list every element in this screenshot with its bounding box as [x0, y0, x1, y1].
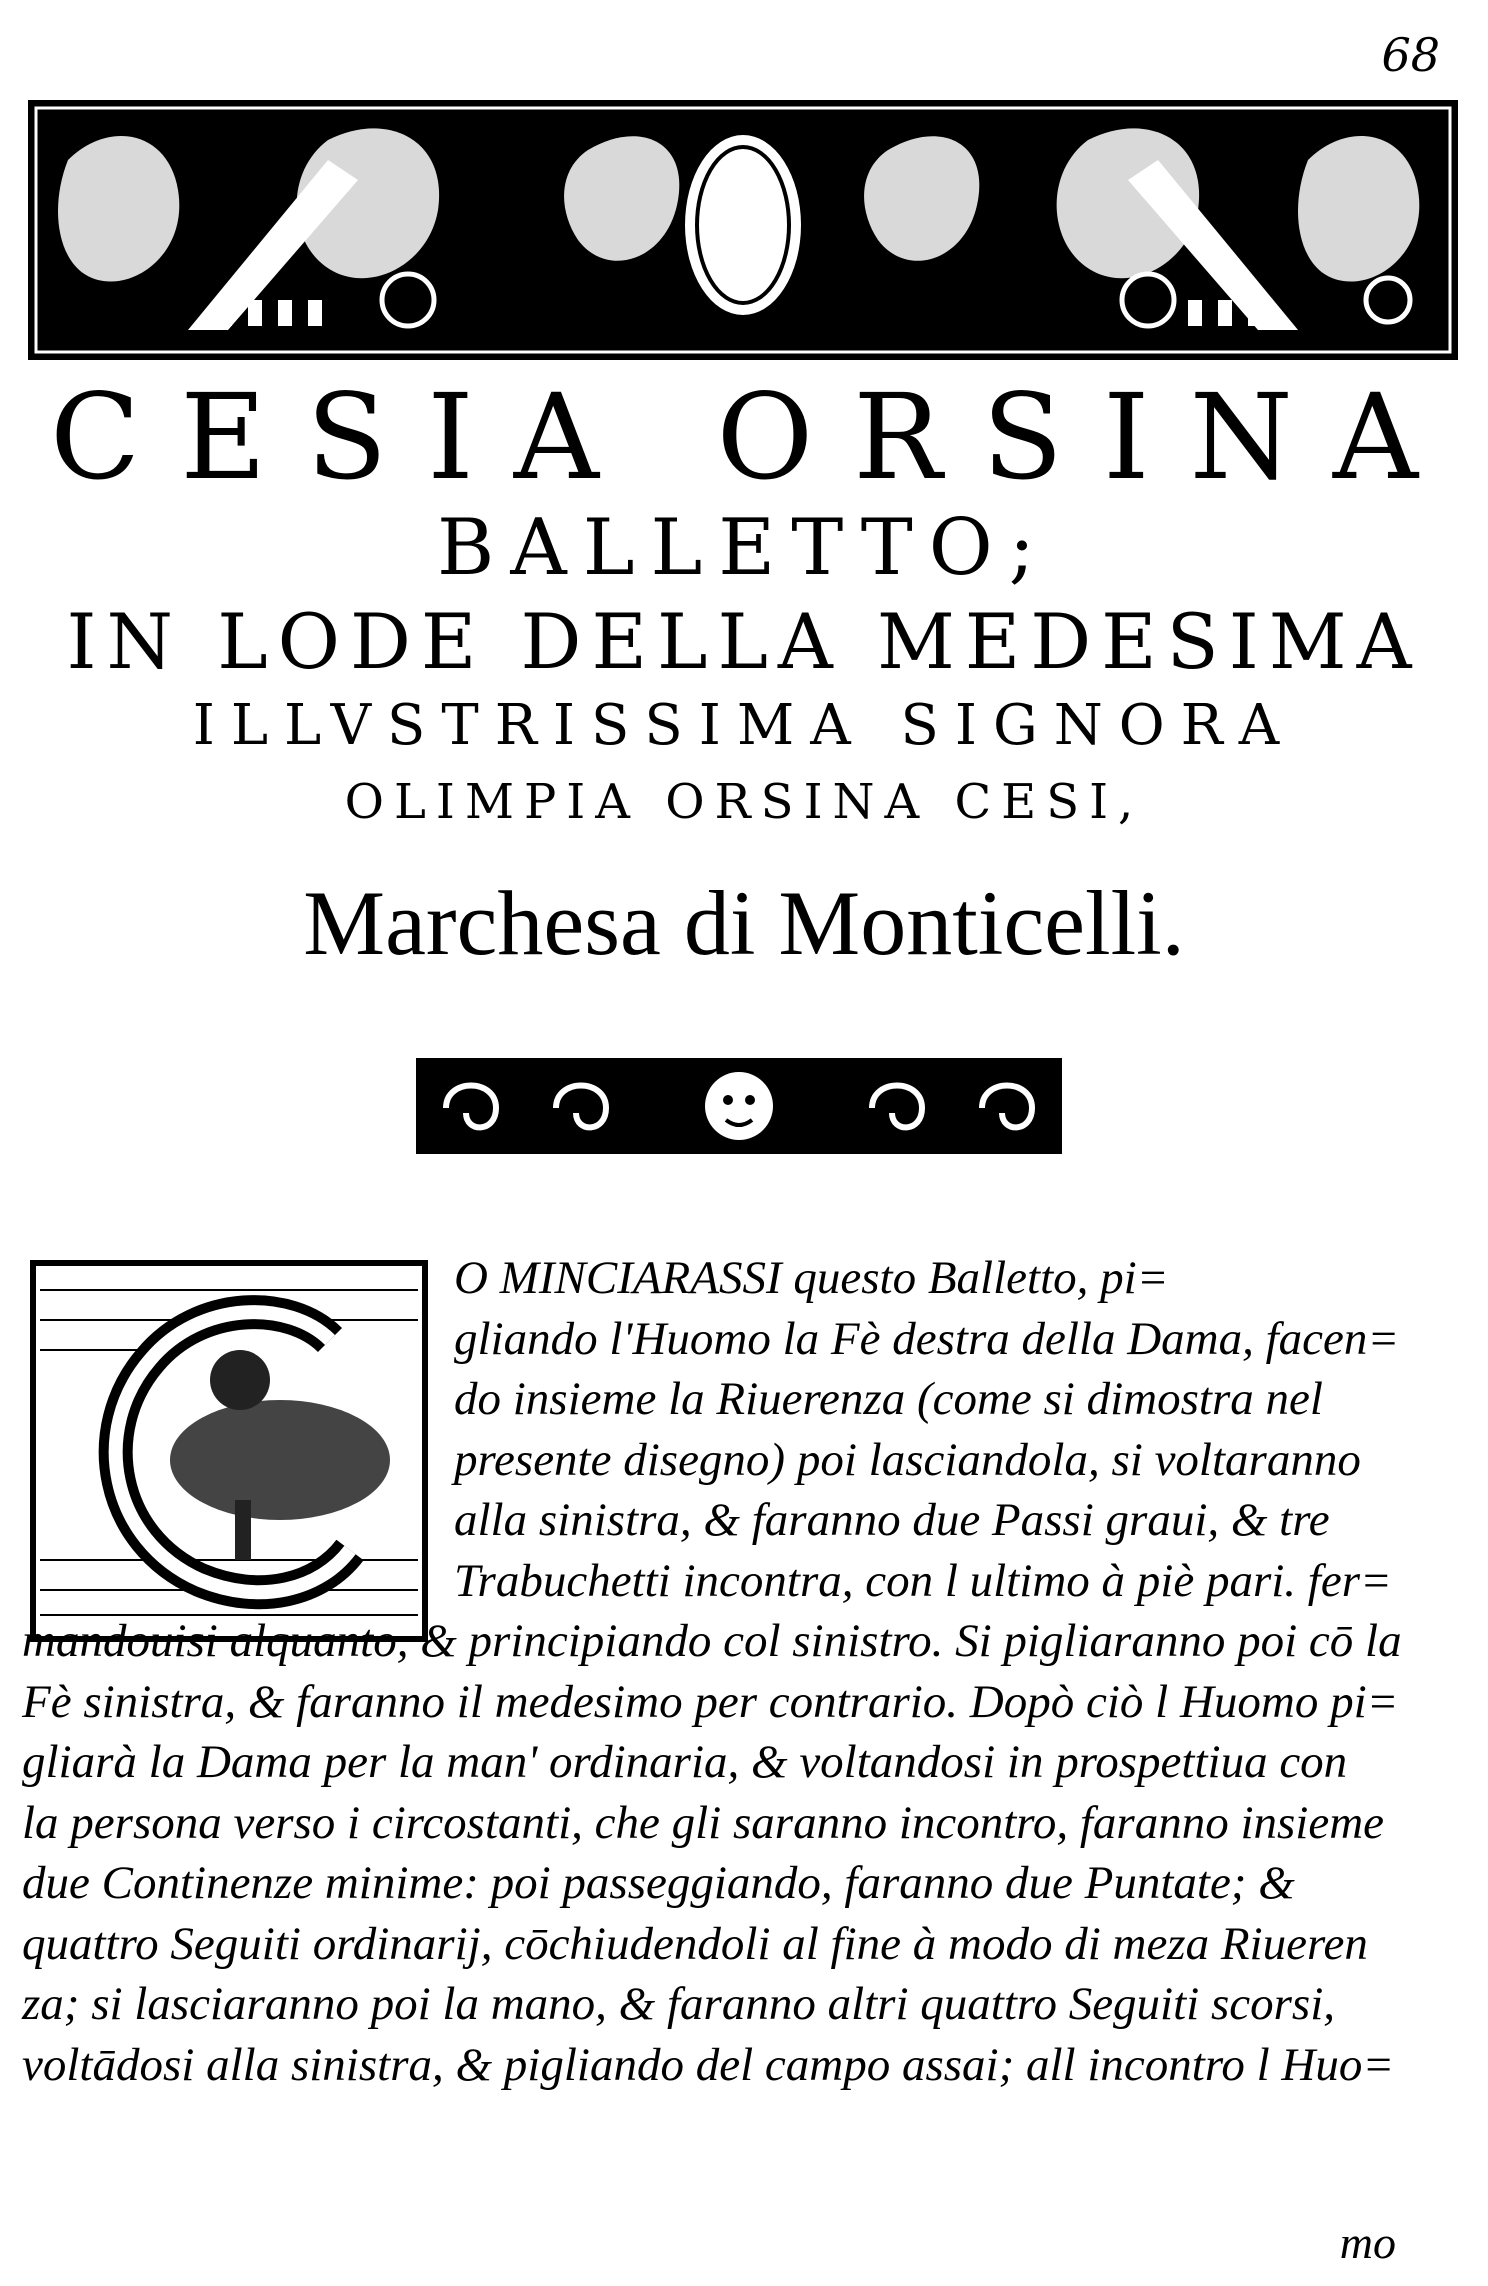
- body-line: Trabuchetti incontra, con l ultimo à piè pari. fer=: [454, 1554, 1392, 1607]
- woodcut-headpiece: [28, 100, 1458, 360]
- body-line: O MINCIARASSI questo Balletto, pi=: [454, 1252, 1169, 1304]
- body-line: gliando l'Huomo la Fè destra della Dama, facen=: [454, 1312, 1400, 1365]
- title-block: [0, 368, 1488, 988]
- body-line: do insieme la Riuerenza (come si dimostra nel: [454, 1373, 1323, 1425]
- title-marchesa: Marchesa di Monticelli.: [303, 872, 1185, 974]
- catchword: mo: [1339, 2217, 1396, 2268]
- title-illustrissima: ILLVSTRISSIMA SIGNORA: [192, 693, 1296, 758]
- body-line: voltādosi alla sinistra, & pigliando del campo assai; all incontro l Huo=: [22, 2038, 1395, 2091]
- page-number: 68: [1381, 28, 1440, 82]
- body-line: za; si lasciaranno poi la mano, & faranno altri quattro Seguiti scorsi,: [22, 1978, 1336, 2030]
- body-line: quattro Seguiti ordinarij, cōchiudendoli al fine à modo di meza Riueren: [22, 1917, 1368, 1970]
- body-line: presente disegno) poi lasciandola, si voltaranno: [454, 1433, 1361, 1486]
- body-line: gliarà la Dama per la man' ordinaria, & voltandosi in prospettiua con: [22, 1736, 1348, 1788]
- body-line: alla sinistra, & faranno due Passi graui, & tre: [454, 1494, 1330, 1546]
- body-line: due Continenze minime: poi passeggiando, faranno due Puntate; &: [22, 1857, 1295, 1909]
- woodcut-tailpiece: [416, 1038, 1062, 1174]
- body-text: [22, 1248, 1462, 2095]
- body-line: mandouisi alquanto, & principiando col sinistro. Si pigliaranno poi cō la: [22, 1615, 1402, 1667]
- body-line: Fè sinistra, & faranno il medesimo per contrario. Dopò ciò l Huomo pi=: [22, 1675, 1399, 1728]
- title-balletto: BALLETTO;: [437, 503, 1051, 593]
- title-cesia-orsina: CESIA ORSINA: [49, 368, 1459, 506]
- body-line: la persona verso i circostanti, che gli saranno incontro, faranno insieme: [22, 1796, 1385, 1849]
- title-in-lode: IN LODE DELLA MEDESIMA: [66, 597, 1422, 686]
- title-olimpia: OLIMPIA ORSINA CESI,: [344, 774, 1144, 830]
